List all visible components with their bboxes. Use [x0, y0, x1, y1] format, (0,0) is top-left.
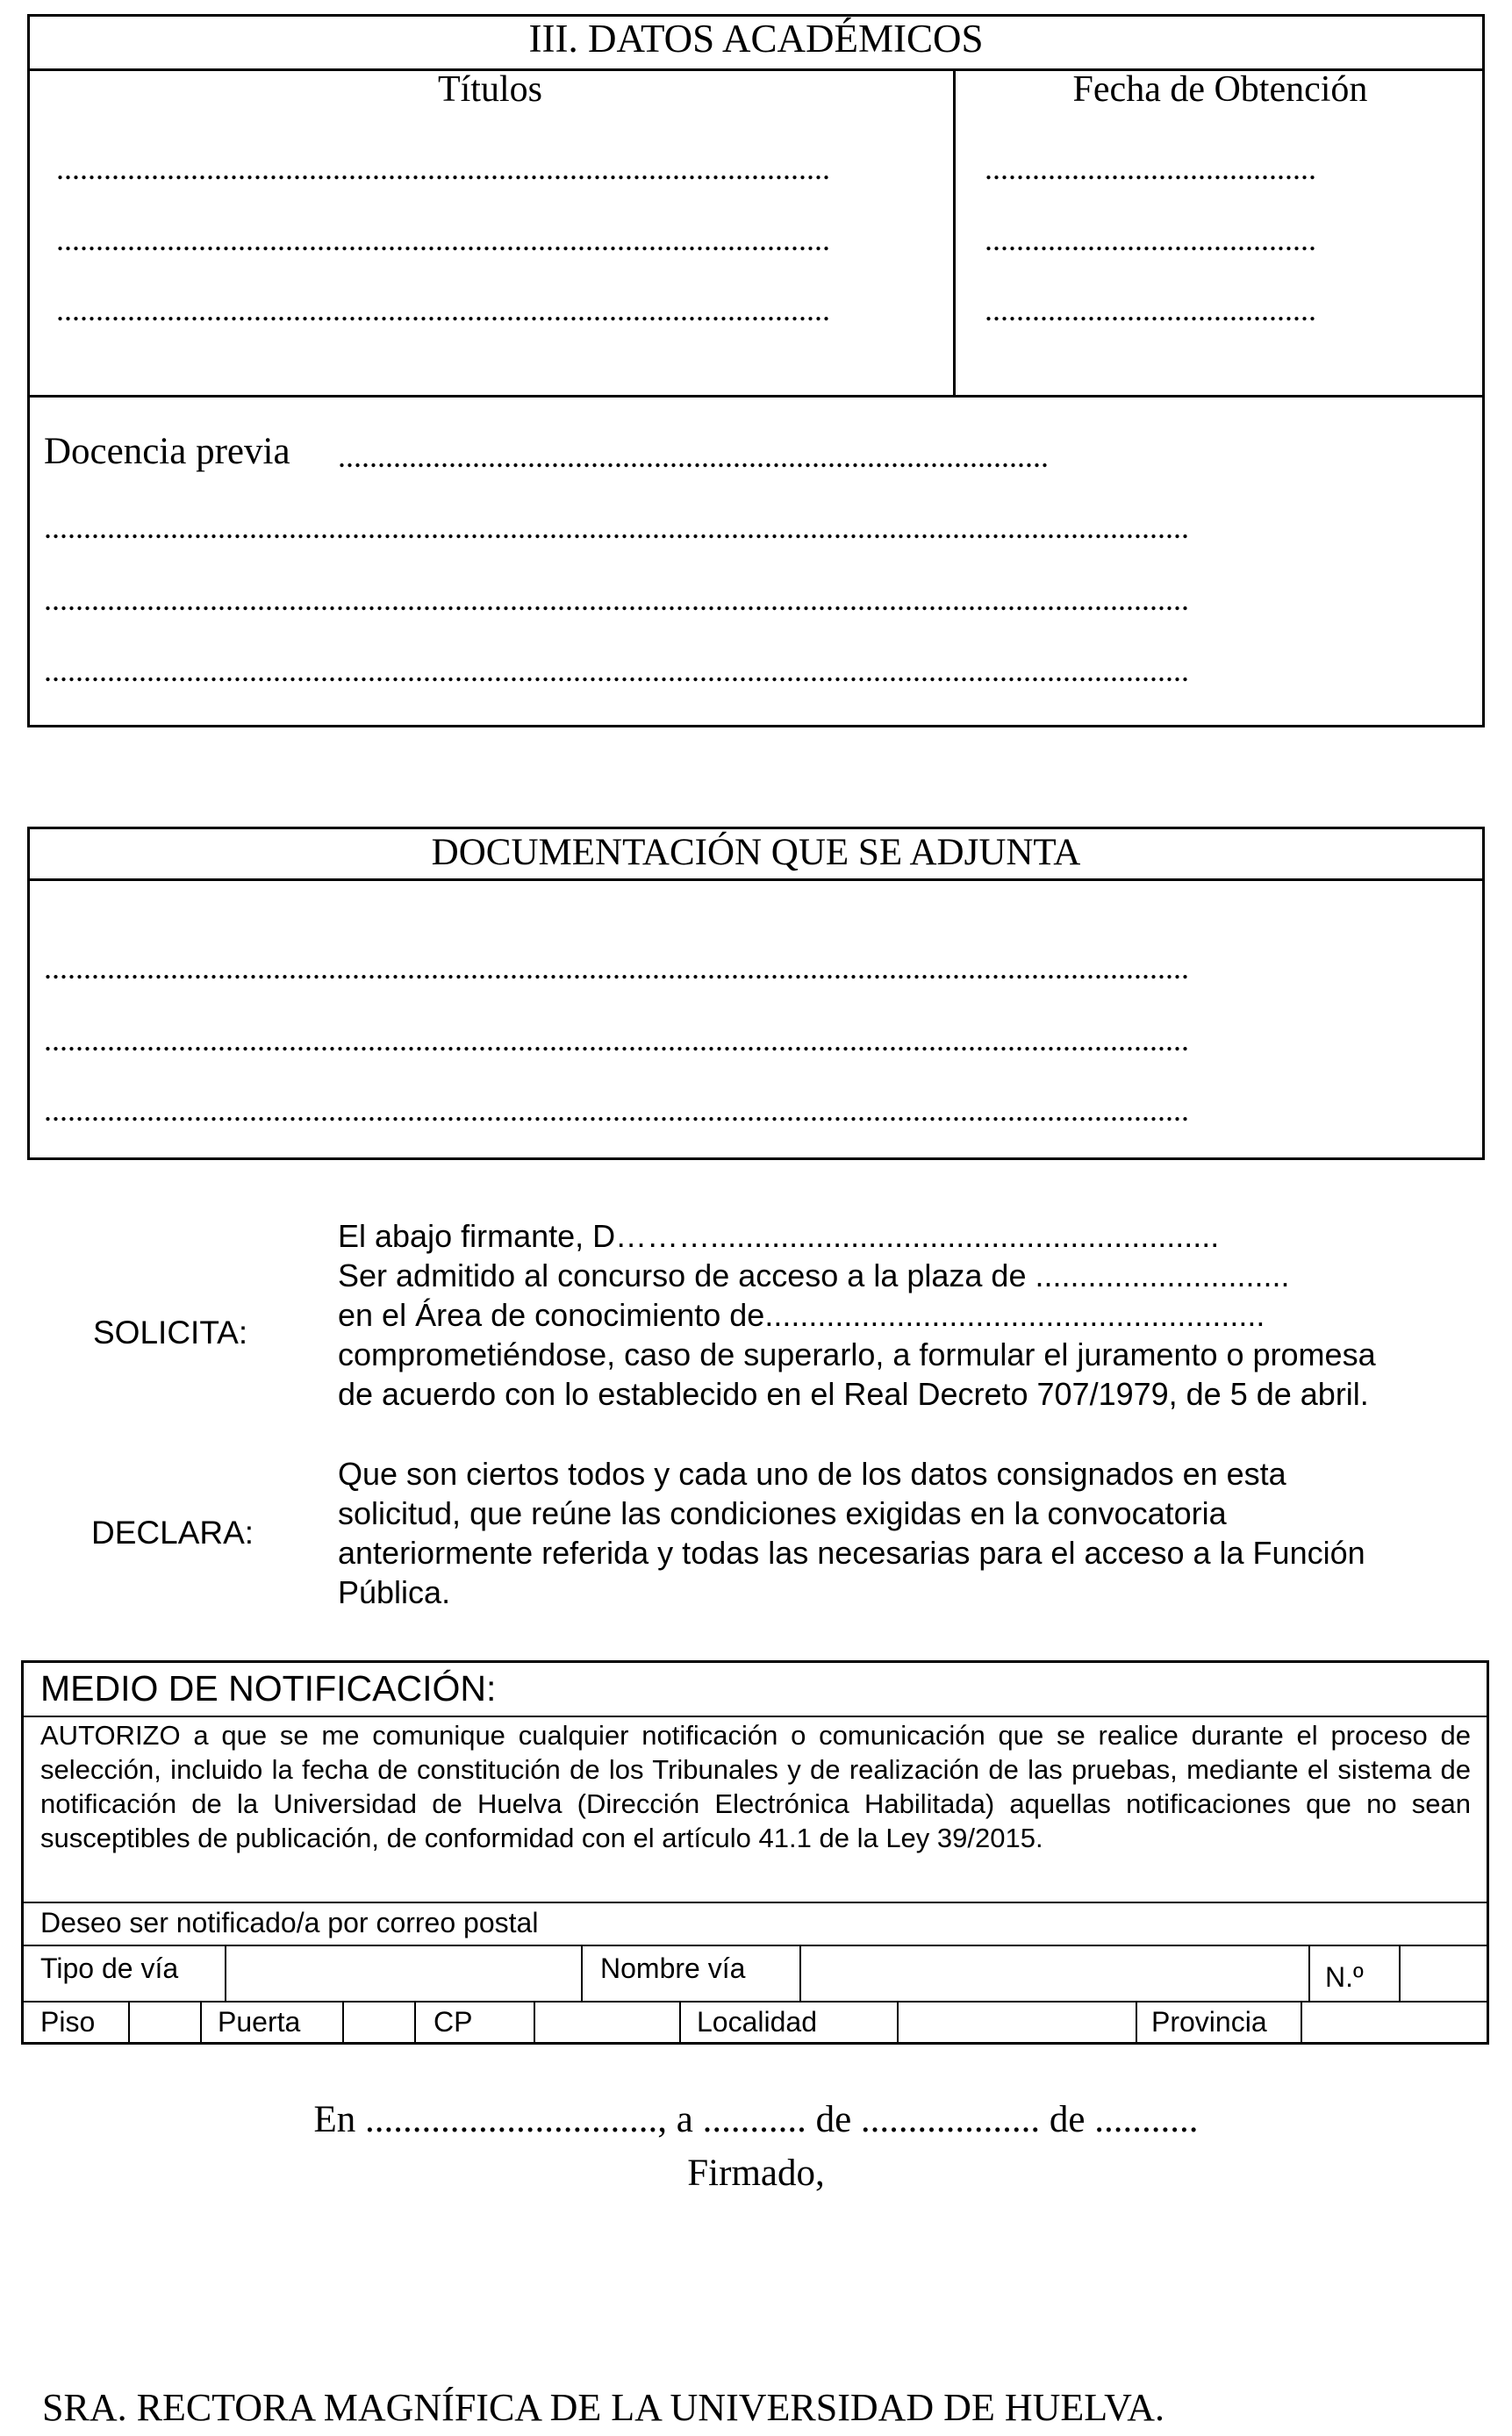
postal-row2-top — [21, 2001, 1489, 2003]
piso-field[interactable] — [132, 2004, 198, 2043]
row1-divider-a — [225, 1945, 226, 2001]
date-line-3[interactable]: .......................................... — [985, 292, 1316, 327]
row2-divider-h — [1136, 2001, 1137, 2045]
postal-row1-top — [21, 1945, 1489, 1946]
signed-label: Firmado, — [687, 2153, 825, 2194]
row1-divider-c — [799, 1945, 801, 2001]
date-line-2[interactable]: .......................................... — [985, 222, 1316, 257]
row2-divider-c — [342, 2001, 344, 2045]
puerta-label: Puerta — [218, 2006, 301, 2038]
numero-label: N.º — [1325, 1961, 1364, 1993]
documentation-line-1[interactable]: ................................................................................................................................................. — [44, 950, 1189, 985]
solicita-line-2: Ser admitido al concurso de acceso a la plaza de ............................. — [338, 1257, 1290, 1293]
addressee: SRA. RECTORA MAGNÍFICA DE LA UNIVERSIDAD DE HUELVA. — [42, 2386, 1164, 2429]
solicita-line-4: comprometiéndose, caso de superarlo, a formular el juramento o promesa — [338, 1336, 1376, 1372]
row2-divider-g — [897, 2001, 899, 2045]
numero-field[interactable] — [1402, 1948, 1487, 1999]
docencia-line-0[interactable]: .......................................................................................... — [338, 439, 1049, 474]
notification-title: MEDIO DE NOTIFICACIÓN: — [40, 1668, 497, 1709]
cp-field[interactable] — [537, 2004, 677, 2043]
row1-divider-d — [1308, 1945, 1310, 2001]
declara-text — [338, 1454, 1479, 1612]
documentation-line-2[interactable]: ................................................................................................................................................. — [44, 1022, 1189, 1057]
provincia-label: Provincia — [1151, 2006, 1267, 2038]
solicita-label: SOLICITA: — [93, 1315, 248, 1351]
docencia-line-3[interactable]: ................................................................................................................................................. — [44, 653, 1189, 688]
solicita-text — [338, 1216, 1479, 1414]
row2-divider-f — [679, 2001, 681, 2045]
title-line-2[interactable]: .................................................................................................. — [56, 222, 830, 257]
place-date-line[interactable]: En ..............................., a ........... de ................... de ........... — [313, 2099, 1199, 2140]
solicita-line-5: de acuerdo con lo establecido en el Real Decreto 707/1979, de 5 de abril. — [338, 1376, 1369, 1412]
row1-divider-e — [1399, 1945, 1401, 2001]
solicita-line-3: en el Área de conocimiento de......................................................... — [338, 1297, 1265, 1333]
cp-label: CP — [434, 2006, 473, 2038]
row2-divider-e — [534, 2001, 535, 2045]
row2-divider-a — [128, 2001, 130, 2045]
tipo-via-label: Tipo de vía — [40, 1952, 179, 1984]
title-line-3[interactable]: .................................................................................................. — [56, 292, 830, 327]
row2-divider-i — [1301, 2001, 1302, 2045]
docencia-previa-label: Docencia previa — [44, 431, 290, 472]
tipo-via-field[interactable] — [228, 1948, 579, 1999]
declara-line-3: anteriormente referida y todas las necesarias para el acceso a la Función — [338, 1535, 1365, 1571]
row2-divider-d — [414, 2001, 416, 2045]
piso-label: Piso — [40, 2006, 96, 2038]
title-line-1[interactable]: .................................................................................................. — [56, 151, 830, 186]
notification-authorization-text: AUTORIZO a que se me comunique cualquier notificación o comunicación que se realice durante el proceso de selección, incluido la fecha de constitución de los Tribunales y de realización de las pruebas, mediante el sistema de notificación de la Universidad de Huelva (Dirección Electrónica Habilitada) aquellas notificaciones que no sean susceptibles de publicación, de conformidad con el artículo 41.1 de la Ley 39/2015. — [40, 1720, 1471, 1853]
declara-label: DECLARA: — [91, 1515, 254, 1551]
nombre-via-field[interactable] — [803, 1948, 1307, 1999]
localidad-field[interactable] — [900, 2004, 1134, 2043]
declara-line-2: solicitud, que reúne las condiciones exigidas en la convocatoria — [338, 1495, 1227, 1531]
date-line-1[interactable]: .......................................... — [985, 151, 1316, 186]
notification-title-divider — [21, 1716, 1489, 1717]
declara-line-4: Pública. — [338, 1574, 451, 1610]
row1-divider-b — [581, 1945, 583, 2001]
section-title-academic: III. DATOS ACADÉMICOS — [528, 17, 984, 61]
column-header-date: Fecha de Obtención — [1072, 69, 1368, 110]
docencia-line-2[interactable]: ................................................................................................................................................. — [44, 582, 1189, 617]
nombre-via-label: Nombre vía — [600, 1952, 746, 1984]
row2-divider-b — [200, 2001, 202, 2045]
localidad-label: Localidad — [697, 2006, 817, 2038]
documentation-line-3[interactable]: ................................................................................................................................................. — [44, 1093, 1189, 1128]
docencia-line-1[interactable]: ................................................................................................................................................. — [44, 510, 1189, 545]
puerta-field[interactable] — [346, 2004, 412, 2043]
declara-line-1: Que son ciertos todos y cada uno de los datos consignados en esta — [338, 1456, 1286, 1492]
solicita-line-1: El abajo firmante, D……….......................................................... — [338, 1218, 1220, 1254]
column-header-titles: Títulos — [437, 69, 542, 110]
documentation-title: DOCUMENTACIÓN QUE SE ADJUNTA — [431, 832, 1081, 873]
academic-column-divider — [953, 68, 956, 397]
provincia-field[interactable] — [1304, 2004, 1487, 2043]
academic-table-bottom — [27, 395, 1485, 398]
postal-mail-label: Deseo ser notificado/a por correo postal — [40, 1907, 539, 1938]
postal-divider-top — [21, 1902, 1489, 1903]
academic-data-box — [27, 14, 1485, 727]
